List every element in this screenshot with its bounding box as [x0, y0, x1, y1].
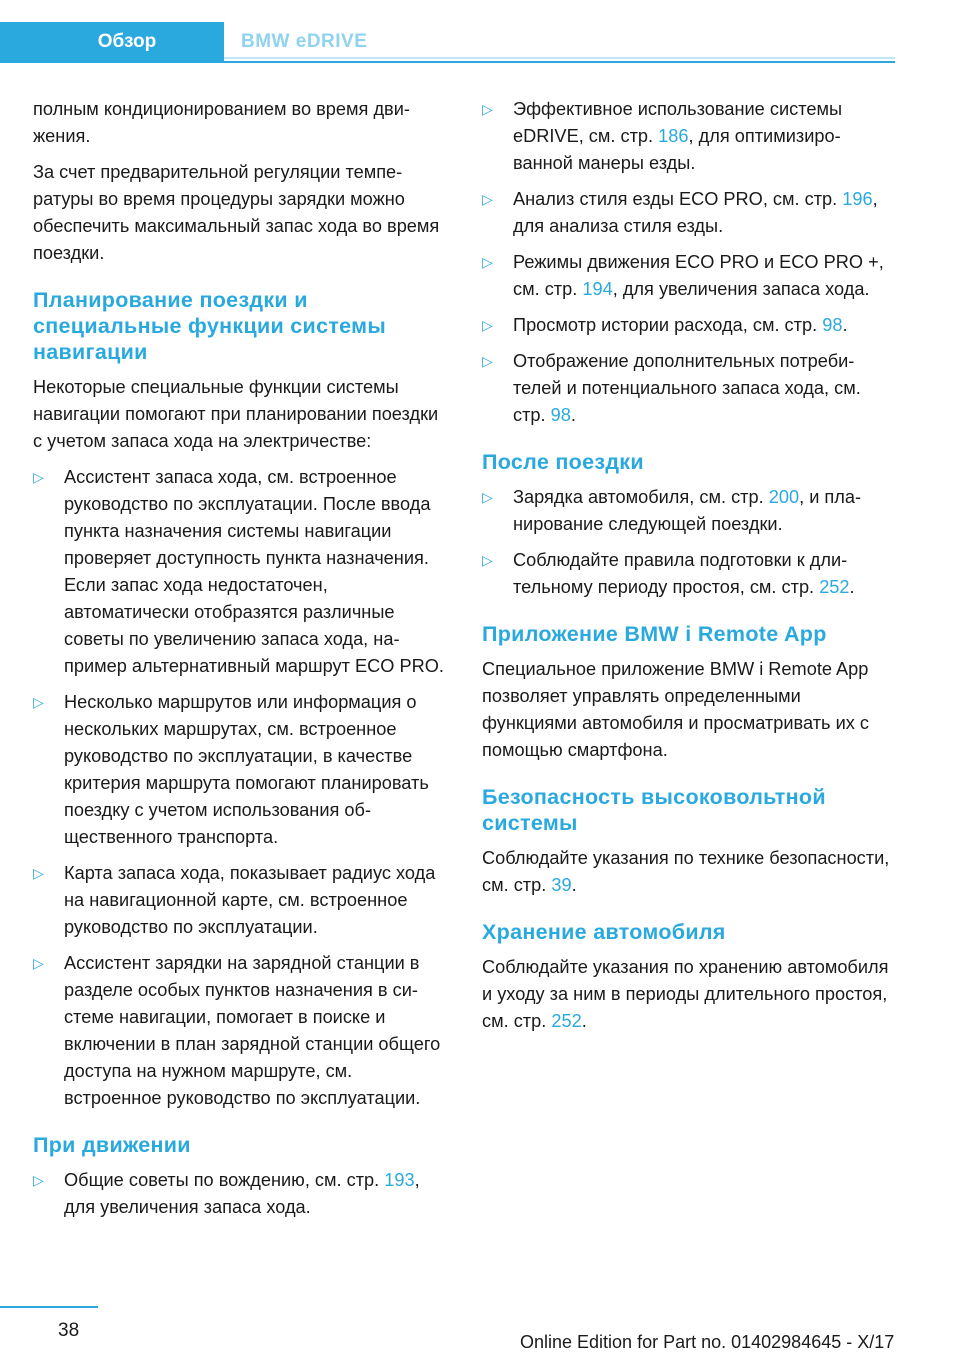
bullet-icon: ▷: [33, 955, 44, 971]
page-number: 38: [58, 1320, 80, 1341]
bullet-icon: ▷: [482, 489, 493, 505]
navigation-functions-list: [33, 464, 448, 1112]
page-ref-link[interactable]: 193: [384, 1170, 415, 1190]
remote-app-paragraph: Специальное приложение BMW i Remote App позволяет управлять определенными функциями автомобиля и просматривать их с помощью смартфона.: [482, 659, 869, 760]
storage-paragraph: Соблюдайте указания по хранению автомобиля и уходу за ним в периоды длительного простоя, см. стр. 252.: [482, 957, 889, 1031]
bullet-icon: ▷: [33, 694, 44, 710]
list-item: ▷ Несколько маршрутов или информация о нескольких маршрутах, см. встроенное руководство по эксплуатации, в качестве критерия маршрута помогают планировать поездку с учетом использования общественного транспорта.: [33, 689, 448, 851]
list-item: ▷ Анализ стиля езды ECO PRO, см. стр. 196, для анализа стиля езды.: [482, 186, 894, 240]
list-item: ▷ Отображение дополнительных потребителей и потенциального запаса хода, см. стр. 98.: [482, 348, 894, 429]
bullet-icon: ▷: [482, 552, 493, 568]
bullet-icon: ▷: [482, 101, 493, 117]
page-ref-link[interactable]: 252: [819, 577, 850, 597]
footer-rule: [0, 1306, 98, 1308]
heading-while-driving: При движении: [33, 1133, 191, 1157]
page-ref-link[interactable]: 252: [551, 1011, 582, 1031]
header-tabs: [0, 22, 367, 62]
header-rule: [0, 61, 895, 63]
heading-remote-app: Приложение BMW i Remote App: [482, 622, 827, 646]
intro-paragraph-1: полным кондиционированием во время движения.: [33, 99, 410, 146]
page-ref-link[interactable]: 200: [768, 487, 800, 507]
page-ref-link[interactable]: 98: [550, 405, 571, 425]
bullet-icon: ▷: [33, 1172, 44, 1188]
bullet-icon: ▷: [33, 865, 44, 881]
list-item: ▷ Ассистент запаса хода, см. встроенное руководство по эксплуатации. После ввода пункта назначения системы навигации проверяет доступность пункта назначения. Если запас хода недостаточен, автоматически отобразятся различные советы по увеличению запаса хода, например альтернативный маршрут ECO PRO.: [33, 464, 448, 680]
list-item: ▷ Зарядка автомобиля, см. стр. 200, и планирование следующей поездки.: [482, 484, 894, 538]
bullet-icon: ▷: [482, 191, 493, 207]
list-item: ▷ Просмотр истории расхода, см. стр. 98.: [482, 312, 894, 339]
page-ref-link[interactable]: 194: [582, 279, 613, 299]
right-column: [482, 96, 894, 1044]
list-item: ▷ Карта запаса хода, показывает радиус хода на навигационной карте, см. встроенное руководство по эксплуатации.: [33, 860, 448, 941]
page-ref-link[interactable]: 98: [822, 315, 843, 335]
list-item: ▷ Соблюдайте правила подготовки к длительному периоду простоя, см. стр. 252.: [482, 547, 894, 601]
heading-high-voltage-safety: Безопасность высоковольтной системы: [482, 785, 826, 835]
tab-bmw-edrive: BMW eDRIVE: [241, 31, 368, 52]
edition-label: Online Edition for Part no. 01402984645 - X/17: [520, 1332, 895, 1352]
list-item: ▷ Общие советы по вождению, см. стр. 193, для увеличения запаса хода.: [33, 1167, 448, 1221]
trip-planning-paragraph: Некоторые специальные функции системы навигации помогают при планировании поездки с учетом запаса хода на электричестве:: [33, 377, 439, 451]
page-ref-link[interactable]: 186: [658, 126, 689, 146]
heading-after-trip: После поездки: [482, 450, 644, 474]
page-ref-link[interactable]: 39: [551, 875, 572, 895]
bullet-icon: ▷: [482, 317, 493, 333]
safety-paragraph: Соблюдайте указания по технике безопасности, см. стр. 39.: [482, 848, 890, 895]
heading-vehicle-storage: Хранение автомобиля: [482, 920, 726, 944]
driving-efficiency-list: [482, 96, 894, 429]
driving-tips-list: [33, 1167, 448, 1221]
list-item: ▷ Режимы движения ECO PRO и ECO PRO +, см. стр. 194, для увеличения запаса хода.: [482, 249, 894, 303]
bullet-icon: ▷: [33, 469, 44, 485]
bullet-icon: ▷: [482, 353, 493, 369]
bullet-icon: ▷: [482, 254, 493, 270]
left-column: [33, 96, 448, 1230]
after-trip-list: [482, 484, 894, 601]
page-ref-link[interactable]: 196: [842, 189, 873, 209]
intro-paragraph-2: За счет предварительной регуляции температуры во время процедуры зарядки можно обеспечить максимальный запас хода во время поездки.: [33, 162, 440, 263]
heading-trip-planning: Планирование поездки и специальные функции системы навигации: [33, 288, 387, 364]
header-light-rule: [224, 57, 895, 59]
list-item: ▷ Ассистент зарядки на зарядной станции в разделе особых пунктов назначения в системе навигации, помогает в поиске и включении в план зарядной станции общего доступа на нужном маршруте, см. встроенное руководство по эксплуатации.: [33, 950, 448, 1112]
list-item: ▷ Эффективное использование системы eDRIVE, см. стр. 186, для оптимизированной манеры езды.: [482, 96, 894, 177]
tab-overview: Обзор: [0, 22, 224, 62]
